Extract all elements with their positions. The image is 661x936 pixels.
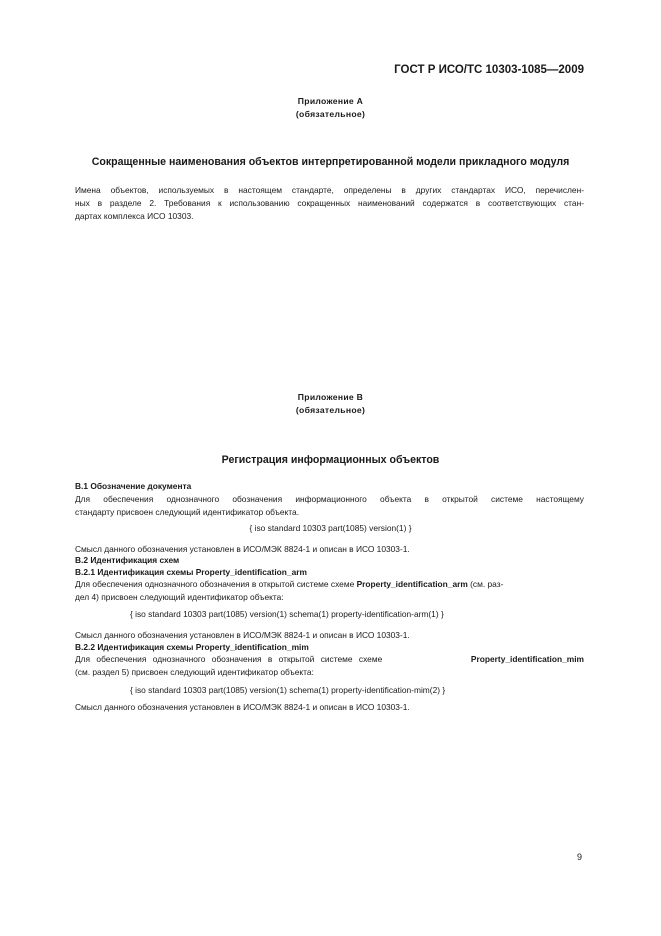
section-b1-line-2: стандарту присвоен следующий идентификатор объекта. bbox=[75, 507, 300, 517]
annex-b-status: (обязательное) bbox=[295, 405, 366, 415]
schema-name-arm: Property_identification_arm bbox=[356, 579, 468, 589]
annex-a-paragraph-line-3: дартах комплекса ИСО 10303. bbox=[75, 211, 194, 221]
annex-a-paragraph-line-2: ных в разделе 2. Требования к использованию сокращенных наименований содержатся в соответствующих стан- bbox=[75, 198, 584, 208]
section-b21-line-1-tail: (см. раз- bbox=[467, 579, 504, 589]
section-b22-meaning: Смысл данного обозначения установлен в ИСО/МЭК 8824-1 и описан в ИСО 10303-1. bbox=[75, 702, 410, 712]
section-b22-heading: В.2.2 Идентификация схемы Property_identification_mim bbox=[75, 642, 309, 652]
schema-name-mim: Property_identification_mim bbox=[470, 654, 584, 664]
section-b22-line-1-text: Для обеспечения однозначного обозначения в открытой системе схеме bbox=[75, 654, 383, 664]
section-b21-meaning: Смысл данного обозначения установлен в ИСО/МЭК 8824-1 и описан в ИСО 10303-1. bbox=[75, 630, 410, 640]
section-b1-heading: В.1 Обозначение документа bbox=[75, 481, 192, 491]
section-b21-line-1-text: Для обеспечения однозначного обозначения в открытой системе схеме bbox=[75, 579, 357, 589]
section-b22-object-identifier: { iso standard 10303 part(1085) version(1) schema(1) property-identification-mim(2) } bbox=[130, 685, 446, 695]
section-b21-line-1 bbox=[75, 578, 584, 591]
section-b1-line-1: Для обеспечения однозначного обозначения информационного объекта в открытой системе настоящему bbox=[75, 494, 584, 504]
section-b1-object-identifier: { iso standard 10303 part(1085) version(1) } bbox=[249, 523, 412, 533]
page-number: 9 bbox=[576, 852, 582, 862]
section-b21-heading: В.2.1 Идентификация схемы Property_identification_arm bbox=[75, 567, 307, 577]
annex-b-title: Регистрация информационных объектов bbox=[221, 454, 440, 466]
annex-a-title: Сокращенные наименования объектов интерпретированной модели прикладного модуля bbox=[91, 156, 570, 168]
annex-a-label: Приложение А bbox=[297, 96, 364, 106]
document-number: ГОСТ Р ИСО/ТС 10303-1085—2009 bbox=[394, 64, 584, 76]
annex-b-label: Приложение В bbox=[297, 392, 364, 402]
section-b21-object-identifier: { iso standard 10303 part(1085) version(1) schema(1) property-identification-arm(1) } bbox=[130, 609, 444, 619]
section-b22-line-1 bbox=[75, 653, 584, 666]
section-b1-meaning: Смысл данного обозначения установлен в ИСО/МЭК 8824-1 и описан в ИСО 10303-1. bbox=[75, 544, 410, 554]
section-b2-heading: В.2 Идентификация схем bbox=[75, 555, 180, 565]
section-b21-line-2: дел 4) присвоен следующий идентификатор объекта: bbox=[75, 592, 284, 602]
annex-a-status: (обязательное) bbox=[295, 109, 366, 119]
annex-a-paragraph-line-1: Имена объектов, используемых в настоящем стандарте, определены в других стандартах ИСО, перечислен- bbox=[75, 185, 584, 195]
section-b22-line-2: (см. раздел 5) присвоен следующий идентификатор объекта: bbox=[75, 667, 314, 677]
